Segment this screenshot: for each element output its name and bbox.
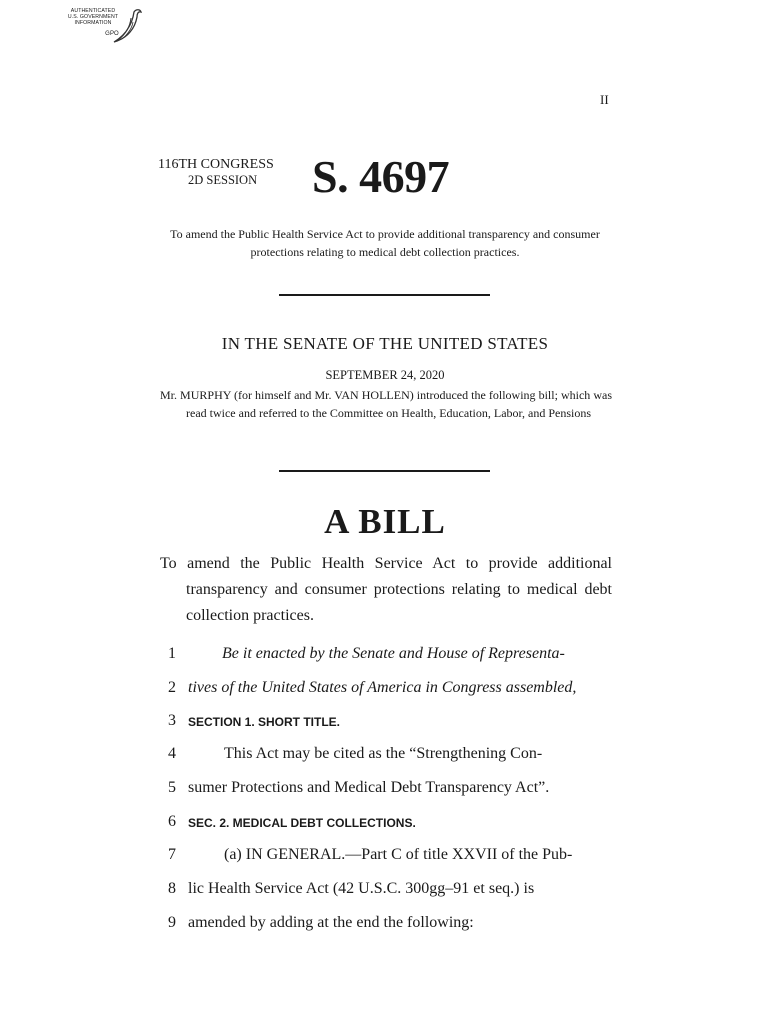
gpo-authentication-seal bbox=[62, 6, 146, 48]
bill-text-line: lic Health Service Act (42 U.S.C. 300gg–91 et seq.) is bbox=[188, 880, 535, 897]
session-label: 2D SESSION bbox=[188, 173, 258, 187]
line-number: 1 bbox=[168, 645, 176, 662]
long-title-text: To amend the Public Health Service Act to provide additional transparency and consumer protections relating to medical debt collection practices. bbox=[160, 555, 612, 624]
seal-line-2: U.S. GOVERNMENT bbox=[67, 14, 119, 20]
line-number: 2 bbox=[168, 679, 176, 696]
enacting-clause-line: Be it enacted by the Senate and House of Representa- bbox=[222, 645, 565, 662]
long-title bbox=[160, 551, 612, 629]
bill-heading: A BILL bbox=[324, 502, 446, 541]
line-number: 5 bbox=[168, 779, 176, 796]
enacting-clause-line: tives of the United States of America in Congress assembled, bbox=[188, 679, 577, 696]
eagle-logo-icon bbox=[110, 6, 144, 46]
introduction-date: SEPTEMBER 24, 2020 bbox=[325, 368, 445, 382]
chamber-title: IN THE SENATE OF THE UNITED STATES bbox=[221, 334, 549, 353]
congress-number: 116TH CONGRESS bbox=[158, 157, 274, 172]
line-number: 4 bbox=[168, 745, 176, 762]
section-heading: SEC. 2. MEDICAL DEBT COLLECTIONS. bbox=[188, 816, 416, 830]
bill-number: S. 4697 bbox=[312, 151, 450, 202]
introduction-statement bbox=[160, 386, 612, 422]
line-number: 8 bbox=[168, 880, 176, 897]
line-number: 3 bbox=[168, 712, 176, 729]
bill-text-line: amended by adding at the end the following: bbox=[188, 914, 474, 931]
bill-version-code: II bbox=[600, 92, 609, 107]
short-title: To amend the Public Health Service Act to provide additional transparency and consumer protections relating to medical debt collection practices. bbox=[170, 227, 600, 259]
section-heading: SECTION 1. SHORT TITLE. bbox=[188, 715, 341, 729]
bill-text-line: sumer Protections and Medical Debt Transparency Act”. bbox=[188, 779, 550, 796]
bill-text-line: (a) IN GENERAL.—Part C of title XXVII of the Pub- bbox=[224, 846, 573, 863]
seal-line-3: INFORMATION bbox=[74, 20, 112, 26]
introduction-text: Mr. MURPHY (for himself and Mr. VAN HOLLEN) introduced the following bill; which was read twice and referred to the Committee on Health, Education, Labor, and Pensions bbox=[160, 388, 612, 420]
seal-line-4: GPO bbox=[105, 31, 119, 37]
line-number: 6 bbox=[168, 813, 176, 830]
seal-line-1: AUTHENTICATED bbox=[70, 8, 116, 14]
divider-rule-top bbox=[279, 294, 490, 296]
line-number: 7 bbox=[168, 846, 176, 863]
divider-rule-bottom bbox=[279, 470, 490, 472]
bill-text-line: This Act may be cited as the “Strengthening Con- bbox=[224, 745, 543, 762]
line-number: 9 bbox=[168, 914, 176, 931]
